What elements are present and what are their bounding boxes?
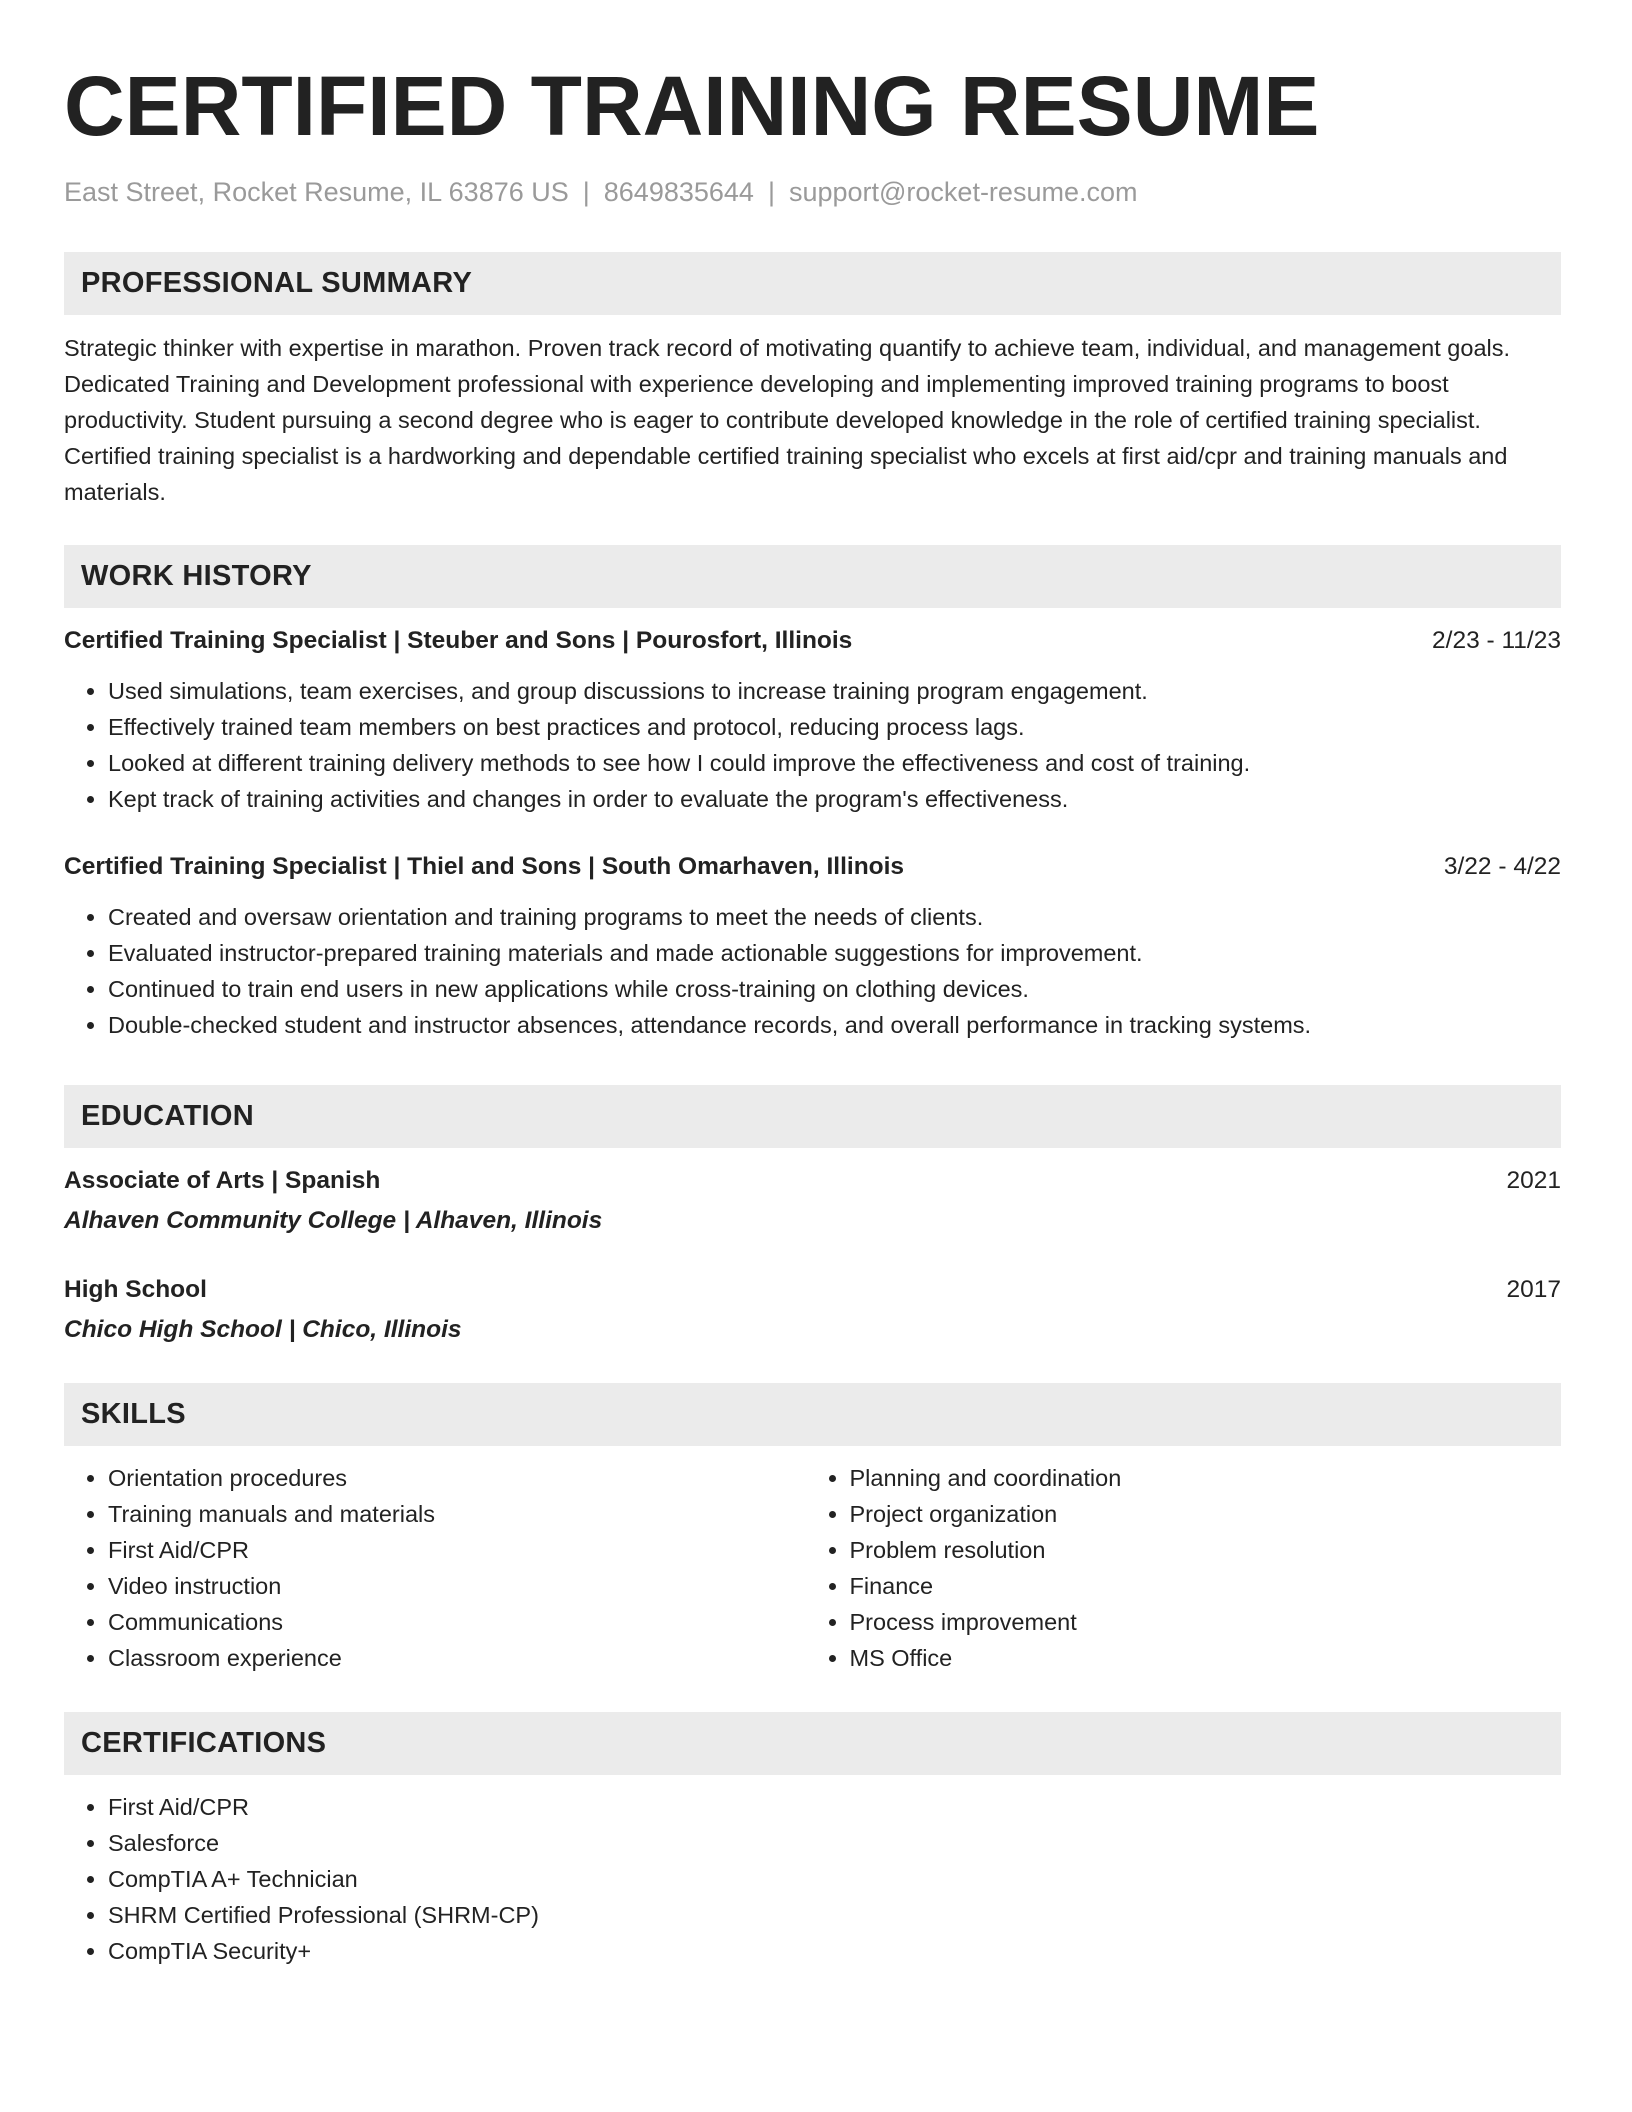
education-header xyxy=(64,1163,1561,1199)
job-bullet: • Looked at different training delivery methods to see how I could improve the effectiveness and cost of training. xyxy=(108,745,1561,781)
education-entry xyxy=(64,1163,1561,1239)
skills-list-left xyxy=(64,1460,820,1676)
contact-separator: | xyxy=(582,177,590,207)
education-entry xyxy=(64,1272,1561,1348)
skill-item: • Process improvement xyxy=(850,1604,1562,1640)
section-heading-certifications: CERTIFICATIONS xyxy=(64,1712,1561,1775)
resume-title: CERTIFIED TRAINING RESUME xyxy=(64,59,1320,153)
education-degree: Associate of Arts | Spanish xyxy=(64,1167,381,1194)
skill-item: • Planning and coordination xyxy=(850,1460,1562,1496)
job-bullet: • Continued to train end users in new applications while cross-training on clothing devices. xyxy=(108,971,1561,1007)
contact-email: support@rocket-resume.com xyxy=(788,177,1138,207)
work-history-section xyxy=(64,545,1561,1043)
contact-line xyxy=(64,172,1561,212)
job-header xyxy=(64,623,1561,659)
section-heading-summary: PROFESSIONAL SUMMARY xyxy=(64,252,1561,315)
job-bullets xyxy=(64,673,1561,817)
skill-item: • Training manuals and materials xyxy=(108,1496,820,1532)
skills-list-right xyxy=(820,1460,1562,1676)
job-title: Certified Training Specialist | Steuber and Sons | Pourosfort, Illinois xyxy=(64,627,853,654)
contact-phone: 8649835644 xyxy=(603,177,754,207)
certifications-list xyxy=(64,1789,1561,1969)
job-bullets xyxy=(64,899,1561,1043)
certification-item: • SHRM Certified Professional (SHRM-CP) xyxy=(108,1897,1561,1933)
skill-item: • Problem resolution xyxy=(850,1532,1562,1568)
education-school: Alhaven Community College | Alhaven, Illinois xyxy=(64,1207,603,1234)
skill-item: • Classroom experience xyxy=(108,1640,820,1676)
job-title: Certified Training Specialist | Thiel and Sons | South Omarhaven, Illinois xyxy=(64,853,905,880)
summary-text: Strategic thinker with expertise in marathon. Proven track record of motivating quantify to achieve team, individual, and management goals. Dedicated Training and Development professional with experience developing and implementing improved training programs to boost productivity. Student pursuing a second degree who is eager to contribute developed knowledge in the role of certified training specialist. Certified training specialist is a hardworking and dependable certified training specialist who excels at first aid/cpr and training manuals and materials. xyxy=(64,335,1511,505)
contact-address: East Street, Rocket Resume, IL 63876 US xyxy=(64,177,569,207)
contact-separator: | xyxy=(767,177,775,207)
job-bullet: • Created and oversaw orientation and training programs to meet the needs of clients. xyxy=(108,899,1561,935)
skill-item: • Orientation procedures xyxy=(108,1460,820,1496)
section-heading-work-history: WORK HISTORY xyxy=(64,545,1561,608)
section-heading-skills: SKILLS xyxy=(64,1383,1561,1446)
summary-section xyxy=(64,252,1561,510)
education-year: 2017 xyxy=(1506,1276,1561,1303)
certification-item: • CompTIA Security+ xyxy=(108,1933,1561,1969)
job-bullet: • Used simulations, team exercises, and group discussions to increase training program engagement. xyxy=(108,673,1561,709)
job-bullet: • Double-checked student and instructor absences, attendance records, and overall performance in tracking systems. xyxy=(108,1007,1561,1043)
education-section xyxy=(64,1085,1561,1348)
skill-item: • Project organization xyxy=(850,1496,1562,1532)
skill-item: • MS Office xyxy=(850,1640,1562,1676)
certification-item: • First Aid/CPR xyxy=(108,1789,1561,1825)
job-bullet: • Kept track of training activities and changes in order to evaluate the program's effectiveness. xyxy=(108,781,1561,817)
skill-item: • Finance xyxy=(850,1568,1562,1604)
job-bullet: • Effectively trained team members on best practices and protocol, reducing process lags. xyxy=(108,709,1561,745)
education-year: 2021 xyxy=(1506,1167,1561,1194)
resume-page xyxy=(64,0,1561,1964)
certification-item: • CompTIA A+ Technician xyxy=(108,1861,1561,1897)
section-heading-education: EDUCATION xyxy=(64,1085,1561,1148)
job-header xyxy=(64,849,1561,885)
certifications-section xyxy=(64,1712,1561,1969)
job-dates: 3/22 - 4/22 xyxy=(1443,853,1561,880)
job-bullet: • Evaluated instructor-prepared training materials and made actionable suggestions for improvement. xyxy=(108,935,1561,971)
skill-item: • Communications xyxy=(108,1604,820,1640)
job-dates: 2/23 - 11/23 xyxy=(1432,627,1561,654)
education-school: Chico High School | Chico, Illinois xyxy=(64,1316,462,1343)
skills-columns xyxy=(64,1446,1561,1676)
certification-item: • Salesforce xyxy=(108,1825,1561,1861)
education-degree: High School xyxy=(64,1276,207,1303)
job-entry xyxy=(64,623,1561,817)
skill-item: • Video instruction xyxy=(108,1568,820,1604)
skill-item: • First Aid/CPR xyxy=(108,1532,820,1568)
skills-section xyxy=(64,1383,1561,1676)
education-header xyxy=(64,1272,1561,1308)
job-entry xyxy=(64,849,1561,1043)
